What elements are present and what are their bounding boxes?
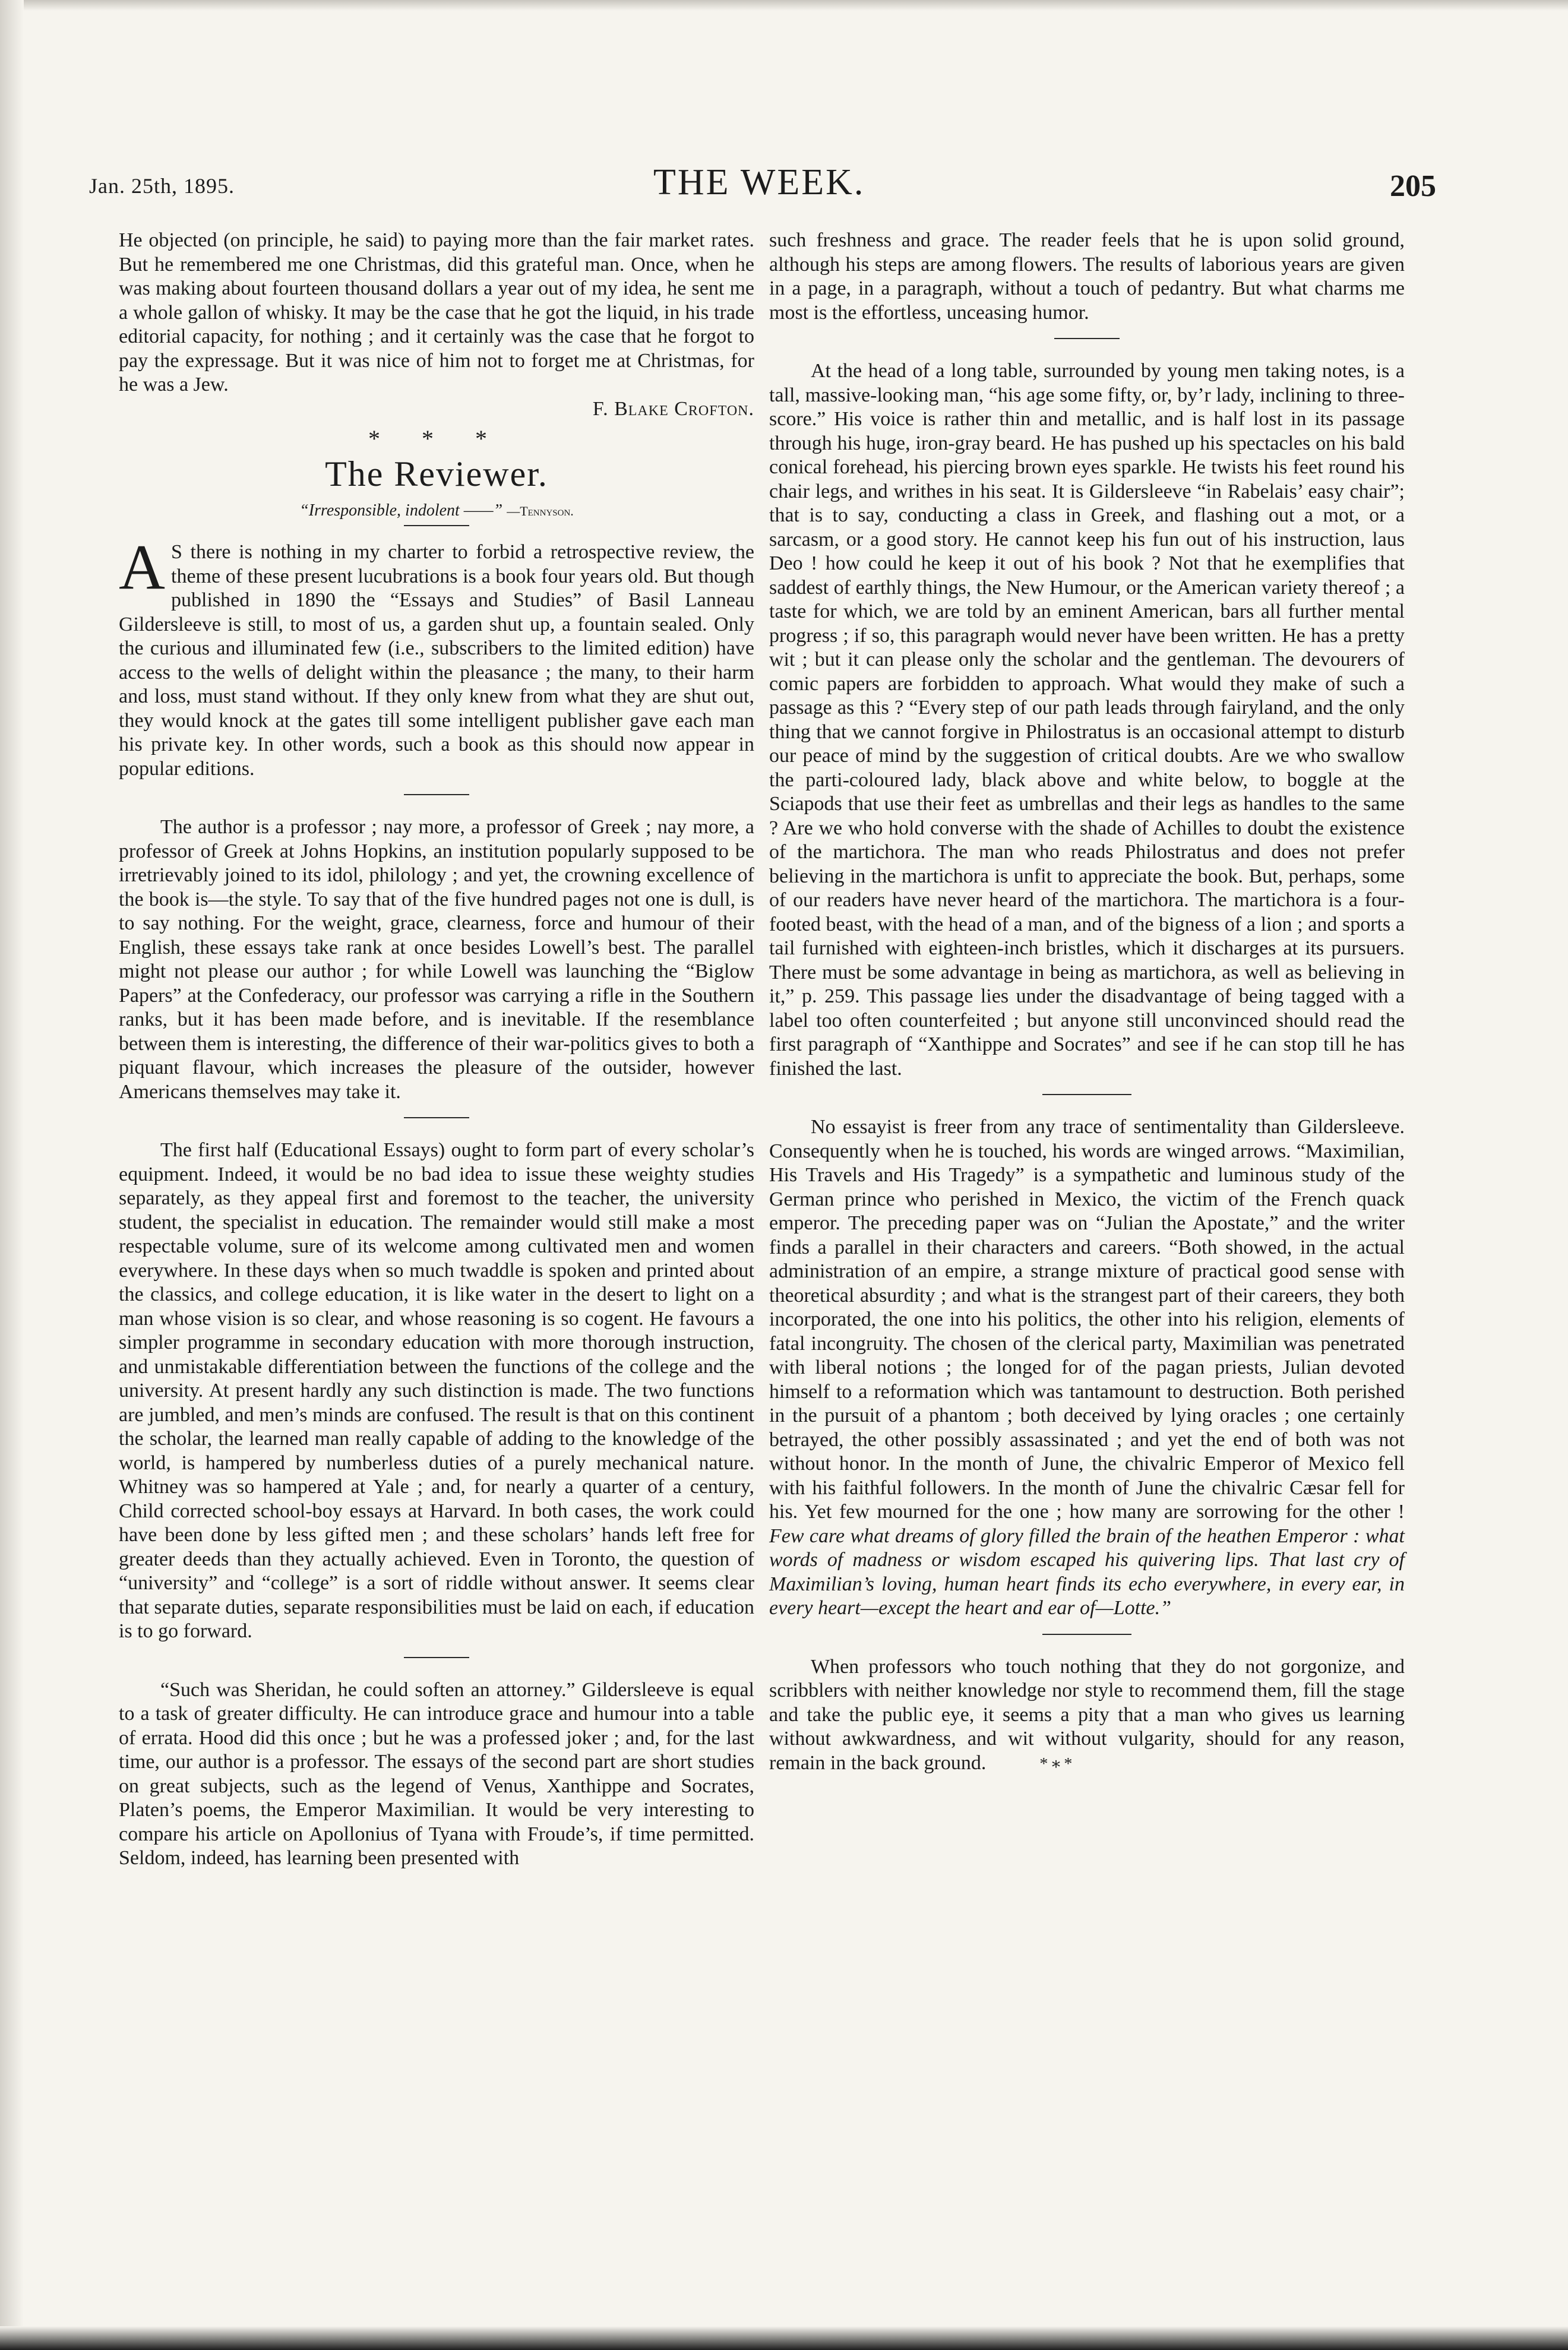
signature xyxy=(119,397,754,422)
publication-title: THE WEEK. xyxy=(653,162,865,203)
asterism: *∗* xyxy=(1039,1754,1075,1773)
epigraph xyxy=(119,501,754,521)
article-paragraph-7 xyxy=(769,1115,1405,1621)
article-paragraph-1-text: S there is nothing in my charter to forbid a retrospective review, the theme of these present lucubrations is a book four years old. But though published in 1890 the “Essays and Studies” of Basil Lanneau Gildersleeve is still, to most of us, a garden shut up, a fountain sealed. Only the curious and illuminated few (i.e., subscribers to the limited edition) have access to the wells of delight within the pleasance ; the many, to their harm and loss, must stand without. If they only knew from what they are shut out, they would knock at the gates till some intelligent publisher gave each man his private key. In other words, such a book as this should now appear in popular editions. xyxy=(119,541,754,780)
article-paragraph-3: The first half (Educational Essays) ought to form part of every scholar’s equipment. Indeed, it would be no bad idea to issue these weighty studies separately, as they appeal first and foremost to the teacher, the university student, the specialist in education. The remainder would still make a most respectable volume, sure of its welcome among cultivated men and women everywhere. In these days when so much twaddle is spoken and printed about the classics, and college education, it is like water in the desert to light on a man whose vision is so clear, and whose reasoning is so cogent. He favours a simpler programme in secondary education with more thorough instruction, and unmistakable differentiation between the functions of the college and the university. At present hardly any such distinction is made. The two functions are jumbled, and men’s minds are confused. The result is that on this continent the scholar, the learned man really capable of adding to the knowledge of the world, is hampered by numberless duties of a purely mechanical nature. Whitney was so hampered at Yale ; and, for nearly a quarter of a century, Child corrected school-boy essays at Harvard. In both cases, the work could have been done by less gifted men ; and these scholars’ hands left free for greater deeds than they actually achieved. Even in Toronto, the question of “university” and “college” is a sort of riddle without answer. It seems clear that separate duties, separate responsibilities must be laid on each, if education is to go forward. xyxy=(119,1139,754,1642)
article-paragraph-6: At the head of a long table, surrounded by young men taking notes, is a tall, massive-looking man, “his age some fifty, or, by’r lady, inclining to three-score.” His voice is rather thin and metallic, and is half lost in its passage through his huge, iron-gray beard. He has pushed up his spectacles on his bald conical forehead, his piercing brown eyes sparkle. He twists his feet round his chair legs, and writhes in his seat. It is Gildersleeve “in Rabelais’ easy chair”; that is to say, conducting a class in Greek, and flashing out a mot, or a sarcasm, or a good story. He cannot keep his fun out of his instruction, laus Deo ! how could he keep it out of his book ? Not that he exemplifies that saddest of earthly things, the New Humour, or the American variety thereof ; a taste for which, we are told by an eminent American, bars all further mental progress ; if so, this paragraph would never have been written. He has a pretty wit ; but it can please only the scholar and the gentleman. The devourers of comic papers are forbidden to approach. What would they make of such a passage as this ? “Every step of our path leads through fairyland, and the only thing that we cannot forgive in Philostratus is an occasional attempt to disturb our peace of mind by the suggestion of critical doubts. Are we who swallow the parti-coloured lady, black above and white below, to boggle at the Sciapods that use their feet as umbrellas and their legs as handles to the same ? Are we who hold converse with the shade of Achilles to doubt the existence of the martichora. The man who reads Philostratus and does not prefer believing in the martichora is unfit to appreciate the book. But, perhaps, some of our readers have never heard of the martichora. The martichora is a four-footed beast, with the head of a man, and of the bigness of a lion ; and sports a tail furnished with eighteen-inch bristles, which it discharges at its pursuers. There must be some advantage in being as martichora, as well as believing in it,” p. 259. This passage lies under the disadvantage of being tagged with a label too often counterfeited ; but anyone still unconvinced should read the first paragraph of “Xanthippe and Socrates” and see if he can stop till he has finished the last. xyxy=(769,360,1405,1080)
article-paragraph-8-text: When professors who touch nothing that they do not gorgonize, and scribblers with neither knowledge nor style to recommend them, fill the stage and take the public eye, it seems a pity that a man who gives us learning without awkwardness, and wit without vulgarity, should for any reason, remain in the back ground. xyxy=(769,1655,1405,1774)
page-top-edge xyxy=(0,0,1568,11)
page-bottom-edge xyxy=(0,2326,1568,2350)
page-number: 205 xyxy=(1390,169,1436,203)
section-separator-stars: * * * xyxy=(368,425,505,452)
divider xyxy=(1054,338,1120,339)
article-paragraph-2: The author is a professor ; nay more, a professor of Greek ; nay more, a professor of Greek at Johns Hopkins, an institution popularly supposed to be irretrievably joined to its idol, philology ; and yet, the crowning excellence of the book is—the style. To say that of the five hundred pages not one is dull, is to say nothing. For the weight, grace, clearness, force and humour of their English, these essays take rank at once besides Lowell’s best. The parallel might not please our author ; for while Lowell was launching the “Biglow Papers” at the Confederacy, our professor was carrying a rifle in the Southern ranks, but it has been made before, and is inevitable. If the resemblance between them is interesting, the difference of their war-politics gives to both a piquant flavour, which increases the pleasure of the outsider, however Americans themselves may take it. xyxy=(119,816,754,1103)
page-header xyxy=(89,156,1436,209)
divider xyxy=(404,1657,469,1658)
section-title: The Reviewer. xyxy=(325,454,548,494)
divider xyxy=(404,525,469,526)
divider xyxy=(404,794,469,795)
signature-name: F. Blake Crofton. xyxy=(592,397,754,420)
article-paragraph-7-text: No essayist is freer from any trace of sentimentality than Gildersleeve. Consequently when he is touched, his words are winged arrows. “Maximilian, His Travels and His Tragedy” is a sympathetic and luminous study of the German prince who perished in Mexico, the victim of the French quack emperor. The preceding paper was on “Julian the Apostate,” and the writer finds a parallel in their characters and careers. “Both showed, in the actual administration of an empire, a strange mixture of practical good sense with theoretical absurdity ; and what is the strangest part of their careers, they both incorporated, the one into his politics, the other into his religion, elements of fatal incongruity. The chosen of the clerical party, Maximilian was penetrated with liberal notions ; the longed for of the pagan priests, Julian devoted himself to a reformation which was tantamount to destruction. Both perished in the pursuit of a phantom ; both deceived by lying oracles ; one certainly betrayed, the other possibly assassinated ; and yet the end of both was not without honor. In the month of June, the chivalric Emperor of Mexico fell with his faithful followers. In the month of June the chivalric Cæsar fell for his. Yet few mourned for the one ; how many are sorrowing for the other ! xyxy=(769,1116,1405,1523)
page-left-edge xyxy=(0,0,24,2350)
right-column xyxy=(769,229,1405,1776)
article-paragraph-8 xyxy=(769,1655,1405,1777)
epigraph-author: —Tennyson. xyxy=(507,504,574,518)
divider xyxy=(404,1117,469,1118)
issue-date: Jan. 25th, 1895. xyxy=(89,174,235,198)
left-column xyxy=(119,229,754,1871)
italic-quotation: Few care what dreams of glory filled the brain of the heathen Emperor : what words of madness or wisdom escaped his quivering lips. That last cry of Maximilian’s loving, human heart finds its echo everywhere, in every ear, in every heart—except the heart and ear of—Lotte.” xyxy=(769,1525,1405,1619)
epigraph-quote: “Irresponsible, indolent ——” xyxy=(299,501,503,520)
drop-cap: A xyxy=(119,532,165,603)
divider xyxy=(1042,1094,1131,1095)
article-paragraph-4: “Such was Sheridan, he could soften an attorney.” Gildersleeve is equal to a task of greater difficulty. He can introduce grace and humour into a table of errata. Hood did this once ; but he was a professed joker ; and, for the last time, our author is a professor. The essays of the second part are short studies on great subjects, such as the legend of Venus, Xanthippe and Socrates, Platen’s poems, the Emperor Maximilian. It would be very interesting to compare his article on Apollonius of Tyana with Froude’s, if time permitted. Seldom, indeed, has learning been presented with xyxy=(119,1678,754,1869)
closing-paragraph: He objected (on principle, he said) to paying more than the fair market rates. But he remembered me one Christmas, did this grateful man. Once, when he was making about fourteen thousand dollars a year out of my idea, he sent me a whole gallon of whisky. It may be the case that he got the liquid, in his trade editorial capacity, for nothing ; and it certainly was the case that he forgot to pay the expressage. But it was nice of him not to forget me at Christmas, for he was a Jew. xyxy=(119,229,754,396)
article-paragraph-5: such freshness and grace. The reader feels that he is upon solid ground, although his steps are among flowers. The results of laborious years are given in a page, in a paragraph, without a touch of pedantry. But what charms me most is the effortless, unceasing humor. xyxy=(769,229,1405,324)
divider xyxy=(1042,1634,1131,1635)
article-paragraph-1 xyxy=(119,532,754,781)
